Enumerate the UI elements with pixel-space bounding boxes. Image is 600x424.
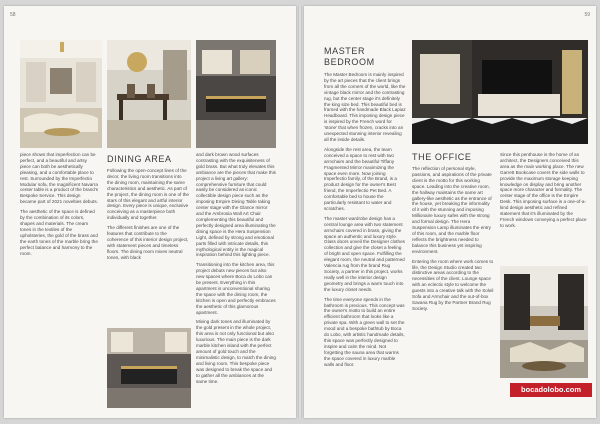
kitchen-island-paragraph: Mixing dark tones and illuminated by the gold present in the whole project, this area is not only functional but also luxurious. The main piece is the dark marble kitchen island with the perfect amount of gold touch and the minimalistic design, to match the dining and living room. This bespoke piece was designed to break the space and to gather all the ambiances at the same time.	[196, 319, 276, 384]
right-text-column-2	[412, 166, 494, 316]
aesthetic-paragraph: The aesthetic of the space is defined by the combination of its colors, shapes and materials. The cream tones in the textiles of the upholsteries, the gold of the brass and the earth tones of the marble bring the perfect balance and harmony to the room.	[20, 209, 98, 256]
right-text-column-3	[500, 152, 588, 233]
kitchen-island-photo	[107, 328, 191, 408]
left-text-column-2	[107, 168, 189, 265]
office-intro-paragraph: The reflection of personal style, passions, and aspirations of the private client is the motto for this working space. Leading into the creative room, the hallway maintains the same art gallery-like aesthetic as the entrance of the house, yet breaking the informality of it with the stunning and imposing Millionaire luxury safes with the strong and formal design. The Hera Suspension Lamp illuminates the entry of this room, and the marble floor reflects the brightness needed to balance this business yet inspiring environment.	[412, 166, 492, 254]
dining-paragraph: Following the open-concept lines of the decor, the living room transitions into the dining room, maintaining the same characteristics and aesthetic. As part of the project, the dining room is one of the stars of this elegant and artful interior design. Every piece is unique, exclusive conceiving as a masterpiece both individually and together.	[107, 168, 189, 221]
dining-room-photo	[107, 40, 191, 148]
lounge-paragraph: Entering the room where work comes to life, the Design Studio created two distinctive areas according to the necessities of the client. Lounge space with an eclectic style to welcome the guests into a creative talk with the Soleil Sofa and Armchair and the out-of-box Savana Rug by the Partner Brand Rug Society.	[412, 258, 494, 311]
living-room-photo	[20, 40, 102, 148]
right-page	[304, 6, 596, 418]
bathroom-paragraph: The time everyone spends in the bathroom is precious. This concept was the owner's motto to build an entire efficient bathroom that looks like a private spa. With a green wall to set the mood and a bespoke bathtub by Boca do Lobo, with artistic handmade details, this space was perfectly designed to inspire and calm the mind. Not forgetting the sauna area that warms the space covered in luxury marble walls and floor.	[324, 296, 405, 367]
dining-area-heading: DINING AREA	[107, 154, 172, 164]
kitchen-transition-paragraph: Transitioning into the kitchen area, this project debuts new pieces but also new spaces where Boca do Lobo can be present. Everything in this apartment is unconventional sharing the space with the dining room, the kitchen is open and perfectly embraces the aesthetic of this glamorous apartment.	[196, 262, 276, 315]
architect-office-paragraph: Since this penthouse is the home of an architect, the Designers conceived this area as the main working place. The new Garrett Bookcase covers the side walls to provide the maximum storage keeping knowledge on display and bring another space more character and formality. The center stage of the office is the Empire Desk. This imposing surface is a one-of-a-kind design aesthetic and refined statement that it's illuminated by the French windows conveying a perfect place to work.	[500, 152, 587, 228]
master-bedroom-heading-line2: BEDROOM	[324, 57, 375, 67]
art-gallery-paragraph: and dark brown wood surfaces contrasting with the exquisiteness of gold brass. But what truly elevates this ambiance are the pieces that make this project a living art gallery: comprehensive furniture that could easily be considered as iconic collectible design piece such as the imposing Empire Dining Table taking center stage with the Glance mirror and the Ambrosia Wall Art Chair complementing this beautiful and perfectly designed area illuminating the dining space is the Hera Suspension Light, defined by strong and emotional parts filled with intricate details, this mythological entity is the magical inspiration behind this lighting piece.	[196, 152, 276, 258]
bocadolobo-logo-badge[interactable]: bocadolobo.com	[510, 383, 592, 397]
living-room-paragraph: piece shows that imperfection can be perfect, and a beautiful and artsy piece can both be aesthetically pleasing, and a comfortable place to rest. Surrounded by the Imperfectio Modular sofa, the magnificent Navarra center table is a product of the brand's Bespoke Service. This design became part of 2021 novelties debuts.	[20, 152, 98, 205]
office-heading: THE OFFICE	[412, 152, 472, 162]
bedroom-photo	[412, 40, 588, 144]
right-text-column-1	[324, 72, 406, 372]
rest-area-paragraph: Alongside the rest area, the team conceived a space to rest with two armchairs and the beautiful Tiffany Fragmented Mirror maximizing the space even more. Now joining Imperfectio family, of the Brand, is a product design for the owner's Best friend, the Imperfectio Pet Bed. A comfortable bed to house the particularly resistant to water and scratches.	[324, 146, 397, 211]
wardrobe-paragraph: The master wardrobe design has a central lounge area with two statement armchairs covered in brass, giving the space an authentic and luxury style. Glass doors unveil the Designer clothes collection and give the closet a feeling of bright and open space. Fulfilling the elegant room, the neutral and patterned Valencia rug from the brand Rug Society, a partner in this project, works really well in the interior design geometry and brings a warm touch into the luxury closet needs.	[324, 215, 405, 292]
right-page-number: 59	[584, 12, 590, 18]
master-bedroom-heading-line1: MASTER	[324, 46, 366, 56]
spine-gutter	[298, 6, 302, 418]
office-photo	[500, 266, 588, 378]
left-page	[4, 6, 296, 418]
master-bedroom-paragraph: The Master Bedroom is mainly inspired by the art pieces that the client brings from all the corners of the world, like the vintage black mirror and the contrasting rug, but the center stage it's definitely the king size bed. This beautiful bed is framed with the handmade Black Lapiaz Headboard. This imposing design piece is inspired by the French word for 'stone' that when frozen, cracks into an unexpected stunning interior revealing all the inside details.	[324, 72, 406, 142]
kitchen-photo	[196, 40, 276, 148]
left-text-column-1	[20, 152, 98, 260]
left-page-number: 58	[10, 12, 16, 18]
left-text-column-3	[196, 152, 276, 388]
finishes-paragraph: The different finishes are one of the features that contribute to the coherence of this interior design project, with statement pieces and timeless floors. The dining room mixes neutral tones, with black	[107, 225, 189, 260]
